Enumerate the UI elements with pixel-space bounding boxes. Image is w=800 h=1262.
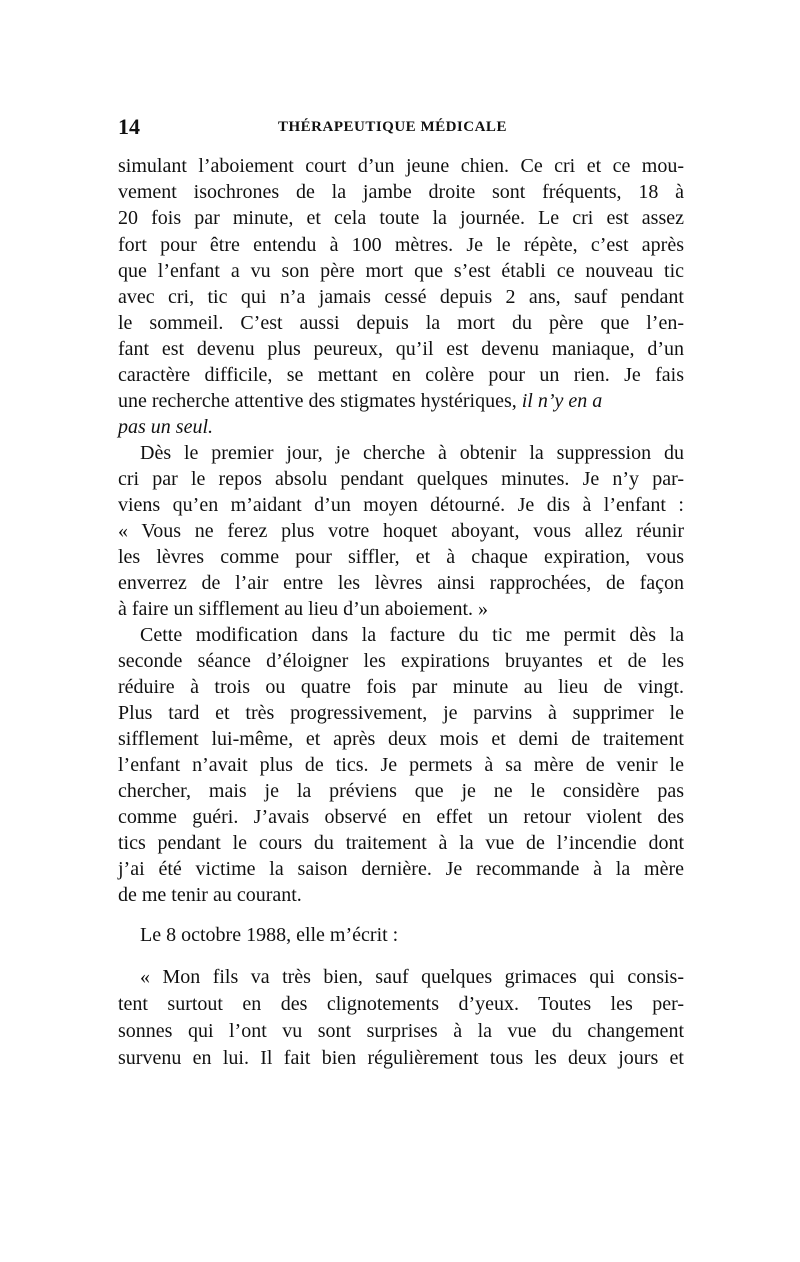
text-line: réduire à trois ou quatre fois par minute au lieu de vingt. — [118, 676, 684, 698]
text-line: avec cri, tic qui n’a jamais cessé depuis 2 ans, sauf pendant — [118, 286, 684, 308]
text-line: fant est devenu plus peureux, qu’il est devenu maniaque, d’un — [118, 338, 684, 360]
text-line: Cette modification dans la facture du tic me permit dès la — [140, 624, 684, 646]
text-line: tics pendant le cours du traitement à la vue de l’incendie dont — [118, 832, 684, 854]
text-line: Le 8 octobre 1988, elle m’écrit : — [140, 924, 399, 946]
text-line: viens qu’en m’aidant d’un moyen détourné. Je dis à l’enfant : — [118, 494, 684, 516]
emphasis-text: il n’y en a — [521, 390, 603, 412]
text-line: que l’enfant a vu son père mort que s’est établi ce nouveau tic — [118, 260, 684, 282]
text-line: enverrez de l’air entre les lèvres ainsi rapprochées, de façon — [118, 572, 684, 594]
text-line: les lèvres comme pour siffler, et à chaque expiration, vous — [118, 546, 684, 568]
text-line: survenu en lui. Il fait bien régulièrement tous les deux jours et — [118, 1047, 684, 1069]
text-line: à faire un sifflement au lieu d’un aboiement. » — [118, 598, 489, 620]
text-line: sonnes qui l’ont vu sont surprises à la vue du changement — [118, 1020, 684, 1042]
text-line: j’ai été victime la saison dernière. Je recommande à la mère — [118, 858, 684, 880]
text-line: Plus tard et très progressivement, je parvins à supprimer le — [118, 702, 684, 724]
text-line: 20 fois par minute, et cela toute la journée. Le cri est assez — [118, 207, 684, 229]
page-number: 14 — [118, 114, 140, 139]
emphasis-text: pas un seul. — [118, 416, 213, 438]
text-line: seconde séance d’éloigner les expirations bruyantes et de les — [118, 650, 684, 672]
running-title: THÉRAPEUTIQUE MÉDICALE — [278, 119, 507, 135]
page-header — [118, 114, 684, 144]
text-line: « Mon fils va très bien, sauf quelques grimaces qui consis- — [140, 966, 684, 988]
text-line: Dès le premier jour, je cherche à obtenir la suppression du — [140, 442, 684, 464]
text-line: « Vous ne ferez plus votre hoquet aboyant, vous allez réunir — [118, 520, 684, 542]
text-line: cri par le repos absolu pendant quelques minutes. Je n’y par- — [118, 468, 684, 490]
text-line: fort pour être entendu à 100 mètres. Je le répète, c’est après — [118, 234, 684, 256]
text-line: de me tenir au courant. — [118, 884, 302, 906]
text-line: comme guéri. J’avais observé en effet un retour violent des — [118, 806, 684, 828]
text-line: caractère difficile, se mettant en colère pour un rien. Je fais — [118, 364, 684, 386]
text-line: chercher, mais je la préviens que je ne le considère pas — [118, 780, 684, 802]
text-line: le sommeil. C’est aussi depuis la mort du père que l’en- — [118, 312, 684, 334]
text-line: vement isochrones de la jambe droite sont fréquents, 18 à — [118, 181, 684, 203]
text-line: tent surtout en des clignotements d’yeux. Toutes les per- — [118, 993, 684, 1015]
text-line: sifflement lui-même, et après deux mois et demi de traitement — [118, 728, 684, 750]
text-segment: une recherche attentive des stigmates hystériques, — [118, 390, 517, 412]
text-line: l’enfant n’avait plus de tics. Je permets à sa mère de venir le — [118, 754, 684, 776]
text-line: simulant l’aboiement court d’un jeune chien. Ce cri et ce mou- — [118, 155, 684, 177]
